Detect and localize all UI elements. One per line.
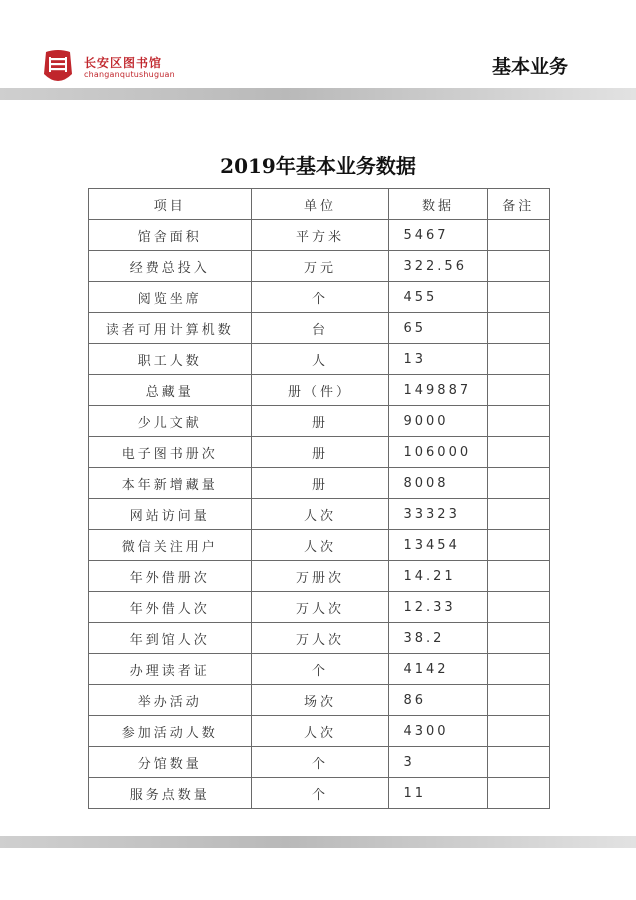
table-row [89,406,550,437]
cell-item: 年外借人次 [89,592,252,623]
cell-unit: 平方米 [251,220,389,251]
cell-value: 38.2 [389,623,487,654]
section-title: 基本业务 [491,56,568,78]
cell-unit: 人 [251,344,389,375]
table-row [89,561,550,592]
cell-unit: 场次 [251,685,389,716]
header-divider-band [0,88,636,100]
cell-item: 网站访问量 [89,499,252,530]
cell-unit: 台 [251,313,389,344]
cell-value: 11 [389,778,487,809]
cell-unit: 人次 [251,499,389,530]
cell-item: 年到馆人次 [89,623,252,654]
table-row [89,716,550,747]
cell-item: 微信关注用户 [89,530,252,561]
cell-unit: 人次 [251,530,389,561]
library-logo-icon [40,48,76,84]
cell-value: 455 [389,282,487,313]
table-row [89,530,550,561]
document-title: 2019年基本业务数据 [220,154,416,178]
cell-item: 阅览坐席 [89,282,252,313]
table-body [89,220,550,809]
cell-unit: 人次 [251,716,389,747]
cell-note [487,375,549,406]
cell-unit: 个 [251,747,389,778]
table-row [89,654,550,685]
cell-note [487,561,549,592]
cell-note [487,716,549,747]
cell-note [487,468,549,499]
table-row [89,623,550,654]
cell-value: 4142 [389,654,487,685]
cell-item: 举办活动 [89,685,252,716]
cell-value: 322.56 [389,251,487,282]
table-row [89,282,550,313]
cell-value: 13454 [389,530,487,561]
table-row [89,778,550,809]
cell-unit: 册 [251,468,389,499]
table-row [89,592,550,623]
cell-note [487,437,549,468]
cell-item: 本年新增藏量 [89,468,252,499]
cell-value: 86 [389,685,487,716]
cell-note [487,685,549,716]
cell-value: 3 [389,747,487,778]
table-row [89,375,550,406]
cell-unit: 个 [251,654,389,685]
table-row [89,313,550,344]
table-row [89,220,550,251]
table-row [89,437,550,468]
logo-chinese-name: 长安区图书馆 [84,56,163,70]
cell-item: 年外借册次 [89,561,252,592]
cell-unit: 万元 [251,251,389,282]
cell-value: 14.21 [389,561,487,592]
cell-item: 馆舍面积 [89,220,252,251]
cell-value: 33323 [389,499,487,530]
cell-item: 服务点数量 [89,778,252,809]
cell-note [487,530,549,561]
cell-unit: 万册次 [251,561,389,592]
cell-unit: 个 [251,778,389,809]
column-header-note: 备注 [487,189,549,220]
table-header-row [89,189,550,220]
cell-item: 总藏量 [89,375,252,406]
cell-item: 电子图书册次 [89,437,252,468]
cell-note [487,282,549,313]
cell-value: 5467 [389,220,487,251]
table-row [89,499,550,530]
column-header-item: 项目 [89,189,252,220]
cell-note [487,747,549,778]
cell-item: 少儿文献 [89,406,252,437]
cell-item: 读者可用计算机数 [89,313,252,344]
cell-unit: 册（件） [251,375,389,406]
cell-value: 8008 [389,468,487,499]
cell-item: 分馆数量 [89,747,252,778]
cell-note [487,778,549,809]
footer-divider-band [0,836,636,848]
cell-item: 参加活动人数 [89,716,252,747]
cell-unit: 万人次 [251,623,389,654]
cell-note [487,654,549,685]
page-header [0,0,636,100]
column-header-value: 数据 [389,189,487,220]
column-header-unit: 单位 [251,189,389,220]
table-row [89,468,550,499]
cell-note [487,344,549,375]
table-row [89,747,550,778]
cell-item: 职工人数 [89,344,252,375]
cell-value: 13 [389,344,487,375]
cell-unit: 册 [251,437,389,468]
cell-note [487,592,549,623]
cell-unit: 册 [251,406,389,437]
cell-note [487,623,549,654]
cell-value: 12.33 [389,592,487,623]
cell-value: 65 [389,313,487,344]
cell-note [487,313,549,344]
cell-value: 9000 [389,406,487,437]
cell-value: 106000 [389,437,487,468]
cell-note [487,406,549,437]
table-row [89,685,550,716]
table-row [89,251,550,282]
cell-unit: 万人次 [251,592,389,623]
table-row [89,344,550,375]
cell-note [487,220,549,251]
logo-pinyin-name: changanqutushuguan [84,70,175,79]
cell-note [487,251,549,282]
cell-unit: 个 [251,282,389,313]
cell-item: 办理读者证 [89,654,252,685]
cell-value: 4300 [389,716,487,747]
cell-item: 经费总投入 [89,251,252,282]
cell-value: 149887 [389,375,487,406]
business-data-table [88,188,550,809]
cell-note [487,499,549,530]
